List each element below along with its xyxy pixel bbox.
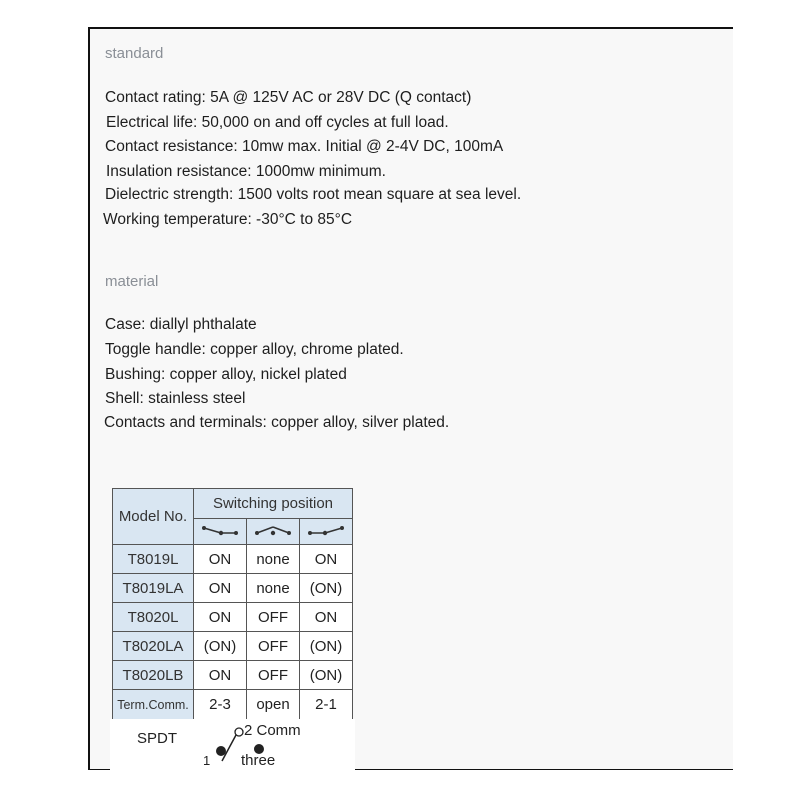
position-cell: ON <box>300 603 353 632</box>
position-cell: ON <box>194 603 247 632</box>
spdt-comm-label: 2 Comm <box>244 722 301 739</box>
spdt-diagram <box>110 719 355 771</box>
terminal-cell: open <box>247 690 300 720</box>
material-line: Case: diallyl phthalate <box>105 316 257 333</box>
spec-line: Working temperature: -30°C to 85°C <box>103 211 353 228</box>
position-cell: ON <box>194 545 247 574</box>
model-cell: T8019LA <box>113 574 194 603</box>
terminal-cell: 2-1 <box>300 690 353 720</box>
position-cell: OFF <box>247 661 300 690</box>
toggle-center-position-icon <box>247 519 300 545</box>
terminal-cell: 2-3 <box>194 690 247 720</box>
material-line: Contacts and terminals: copper alloy, silver plated. <box>104 414 450 431</box>
material-line: Shell: stainless steel <box>105 390 246 407</box>
position-cell: ON <box>300 545 353 574</box>
position-cell: OFF <box>247 632 300 661</box>
model-cell: T8020LA <box>113 632 194 661</box>
table-row <box>113 632 353 661</box>
position-cell: none <box>247 574 300 603</box>
spec-line: Contact resistance: 10mw max. Initial @ 2-4V DC, 100mA <box>105 138 504 155</box>
switching-position-header: Switching position <box>194 489 353 519</box>
table-row <box>113 574 353 603</box>
position-cell: (ON) <box>300 574 353 603</box>
spec-line: Contact rating: 5A @ 125V AC or 28V DC (Q contact) <box>105 89 472 106</box>
position-cell: (ON) <box>300 632 353 661</box>
toggle-left-position-icon <box>194 519 247 545</box>
material-heading: material <box>105 273 159 290</box>
standard-heading: standard <box>105 45 164 62</box>
model-cell: T8020LB <box>113 661 194 690</box>
spdt-label: SPDT <box>137 730 178 747</box>
term-comm-row <box>113 690 353 720</box>
toggle-right-position-icon <box>300 519 353 545</box>
material-line: Toggle handle: copper alloy, chrome plated. <box>105 341 404 358</box>
switching-position-table <box>112 488 353 720</box>
position-cell: OFF <box>247 603 300 632</box>
position-cell: (ON) <box>300 661 353 690</box>
spec-line: Insulation resistance: 1000mw minimum. <box>106 163 386 180</box>
material-line: Bushing: copper alloy, nickel plated <box>105 366 347 383</box>
spec-line: Dielectric strength: 1500 volts root mean square at sea level. <box>105 186 522 203</box>
spdt-terminal-3-label: three <box>241 752 276 769</box>
position-cell: (ON) <box>194 632 247 661</box>
position-cell: ON <box>194 661 247 690</box>
table-row <box>113 545 353 574</box>
table-row <box>113 661 353 690</box>
table-row <box>113 603 353 632</box>
term-comm-label: Term.Comm. <box>113 690 194 720</box>
position-cell: ON <box>194 574 247 603</box>
model-number-header: Model No. <box>113 489 194 545</box>
spec-line: Electrical life: 50,000 on and off cycles at full load. <box>106 114 449 131</box>
model-cell: T8020L <box>113 603 194 632</box>
position-cell: none <box>247 545 300 574</box>
document-frame <box>88 27 733 770</box>
model-cell: T8019L <box>113 545 194 574</box>
spdt-terminal-1-label: 1 <box>203 753 211 768</box>
